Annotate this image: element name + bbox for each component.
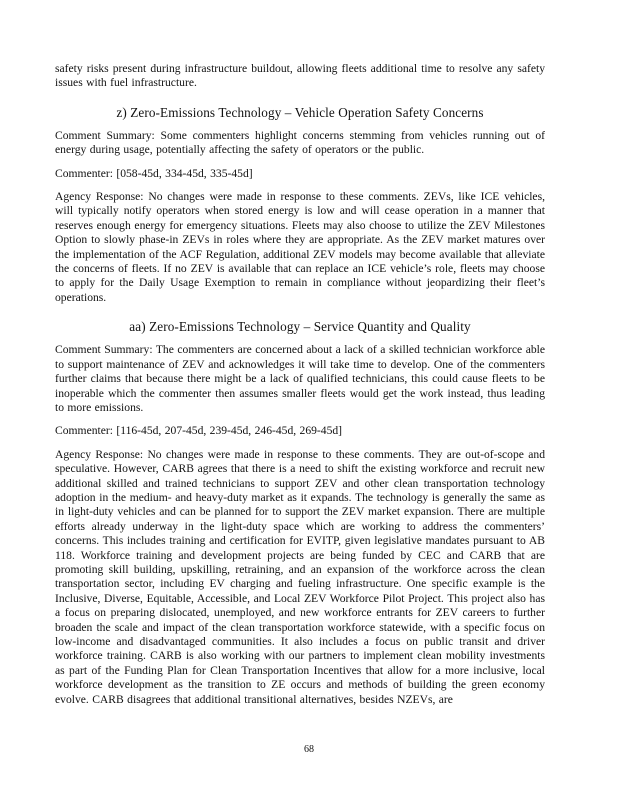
document-page (55, 62, 545, 707)
commenter-list-aa: Commenter: [116-45d, 207-45d, 239-45d, 246-45d, 269-45d] (55, 424, 343, 438)
section-heading-aa: aa) Zero-Emissions Technology – Service Quantity and Quality (129, 319, 471, 335)
agency-response-z: Agency Response: No changes were made in response to these comments. ZEVs, like ICE vehicles, will typically notify operators when stored energy is low and will cease operation in a manner that reserves enough energy for emergency situations. Fleets may also choose to utilize the ZEV Milestones Option to slowly phase-in ZEVs in roles where they are appropriate. As the ZEV market matures over the implementation of the ACF Regulation, additional ZEV models may become available that alleviate the concerns of fleets. If no ZEV is available that can replace an ICE vehicle’s role, fleets may choose to apply for the Daily Usage Exemption to remain in compliance without jeopardizing their fleet’s operations. (55, 190, 545, 304)
agency-response-aa: Agency Response: No changes were made in response to these comments. They are out-of-scope and speculative. However, CARB agrees that there is a need to shift the existing workforce and recruit new additional skilled and trained technicians to support ZEV and other clean transportation technology adoption in the medium- and heavy-duty market as it expands. The technology is generally the same as in light-duty vehicles and can be planned for to support the ZEV market expansion. There are multiple efforts already underway in the light-duty space which are working to address the commenters’ concerns. This includes training and certification for EVITP, given legislative mandates pursuant to AB 118. Workforce training and development projects are being funded by CEC and CARB that are promoting skill building, upskilling, retraining, and an expansion of the workforce across the clean transportation sector, including EV charging and fueling infrastructure. One specific example is the Inclusive, Diverse, Equitable, Accessible, and Local ZEV Workforce Pilot Project. This project also has a focus on preparing dislocated, unemployed, and new workforce entrants for ZEV careers to further broaden the scale and impact of the clean transportation workforce statewide, with a specific focus on low-income and disadvantaged communities. It also includes a focus on public transit and driver workforce training. CARB is also working with our partners to implement clean mobility investments as part of the Funding Plan for Clean Transportation Incentives that allow for a more inclusive, local workforce development as the transition to ZE occurs and methods of building the green economy evolve. CARB disagrees that additional transitional alternatives, besides NZEVs, are (55, 447, 545, 706)
section-heading-z: z) Zero-Emissions Technology – Vehicle Operation Safety Concerns (116, 104, 484, 120)
comment-summary-z: Comment Summary: Some commenters highlight concerns stemming from vehicles running out of energy during usage, potentially affecting the safety of operators or the public. (55, 128, 545, 157)
commenter-list-z: Commenter: [058-45d, 334-45d, 335-45d] (55, 166, 253, 180)
comment-summary-aa: Comment Summary: The commenters are concerned about a lack of a skilled technician workforce able to support maintenance of ZEV and acknowledges it will take time to develop. One of the commenters further claims that because there might be a lack of qualified technicians, this could cause fleets to be inoperable which the commenter then assumes smaller fleets would get the work instead, thus leading to more emissions. (55, 343, 545, 414)
page-number: 68 (304, 744, 314, 755)
intro-paragraph: safety risks present during infrastructure buildout, allowing fleets additional time to resolve any safety issues with fuel infrastructure. (55, 62, 545, 90)
